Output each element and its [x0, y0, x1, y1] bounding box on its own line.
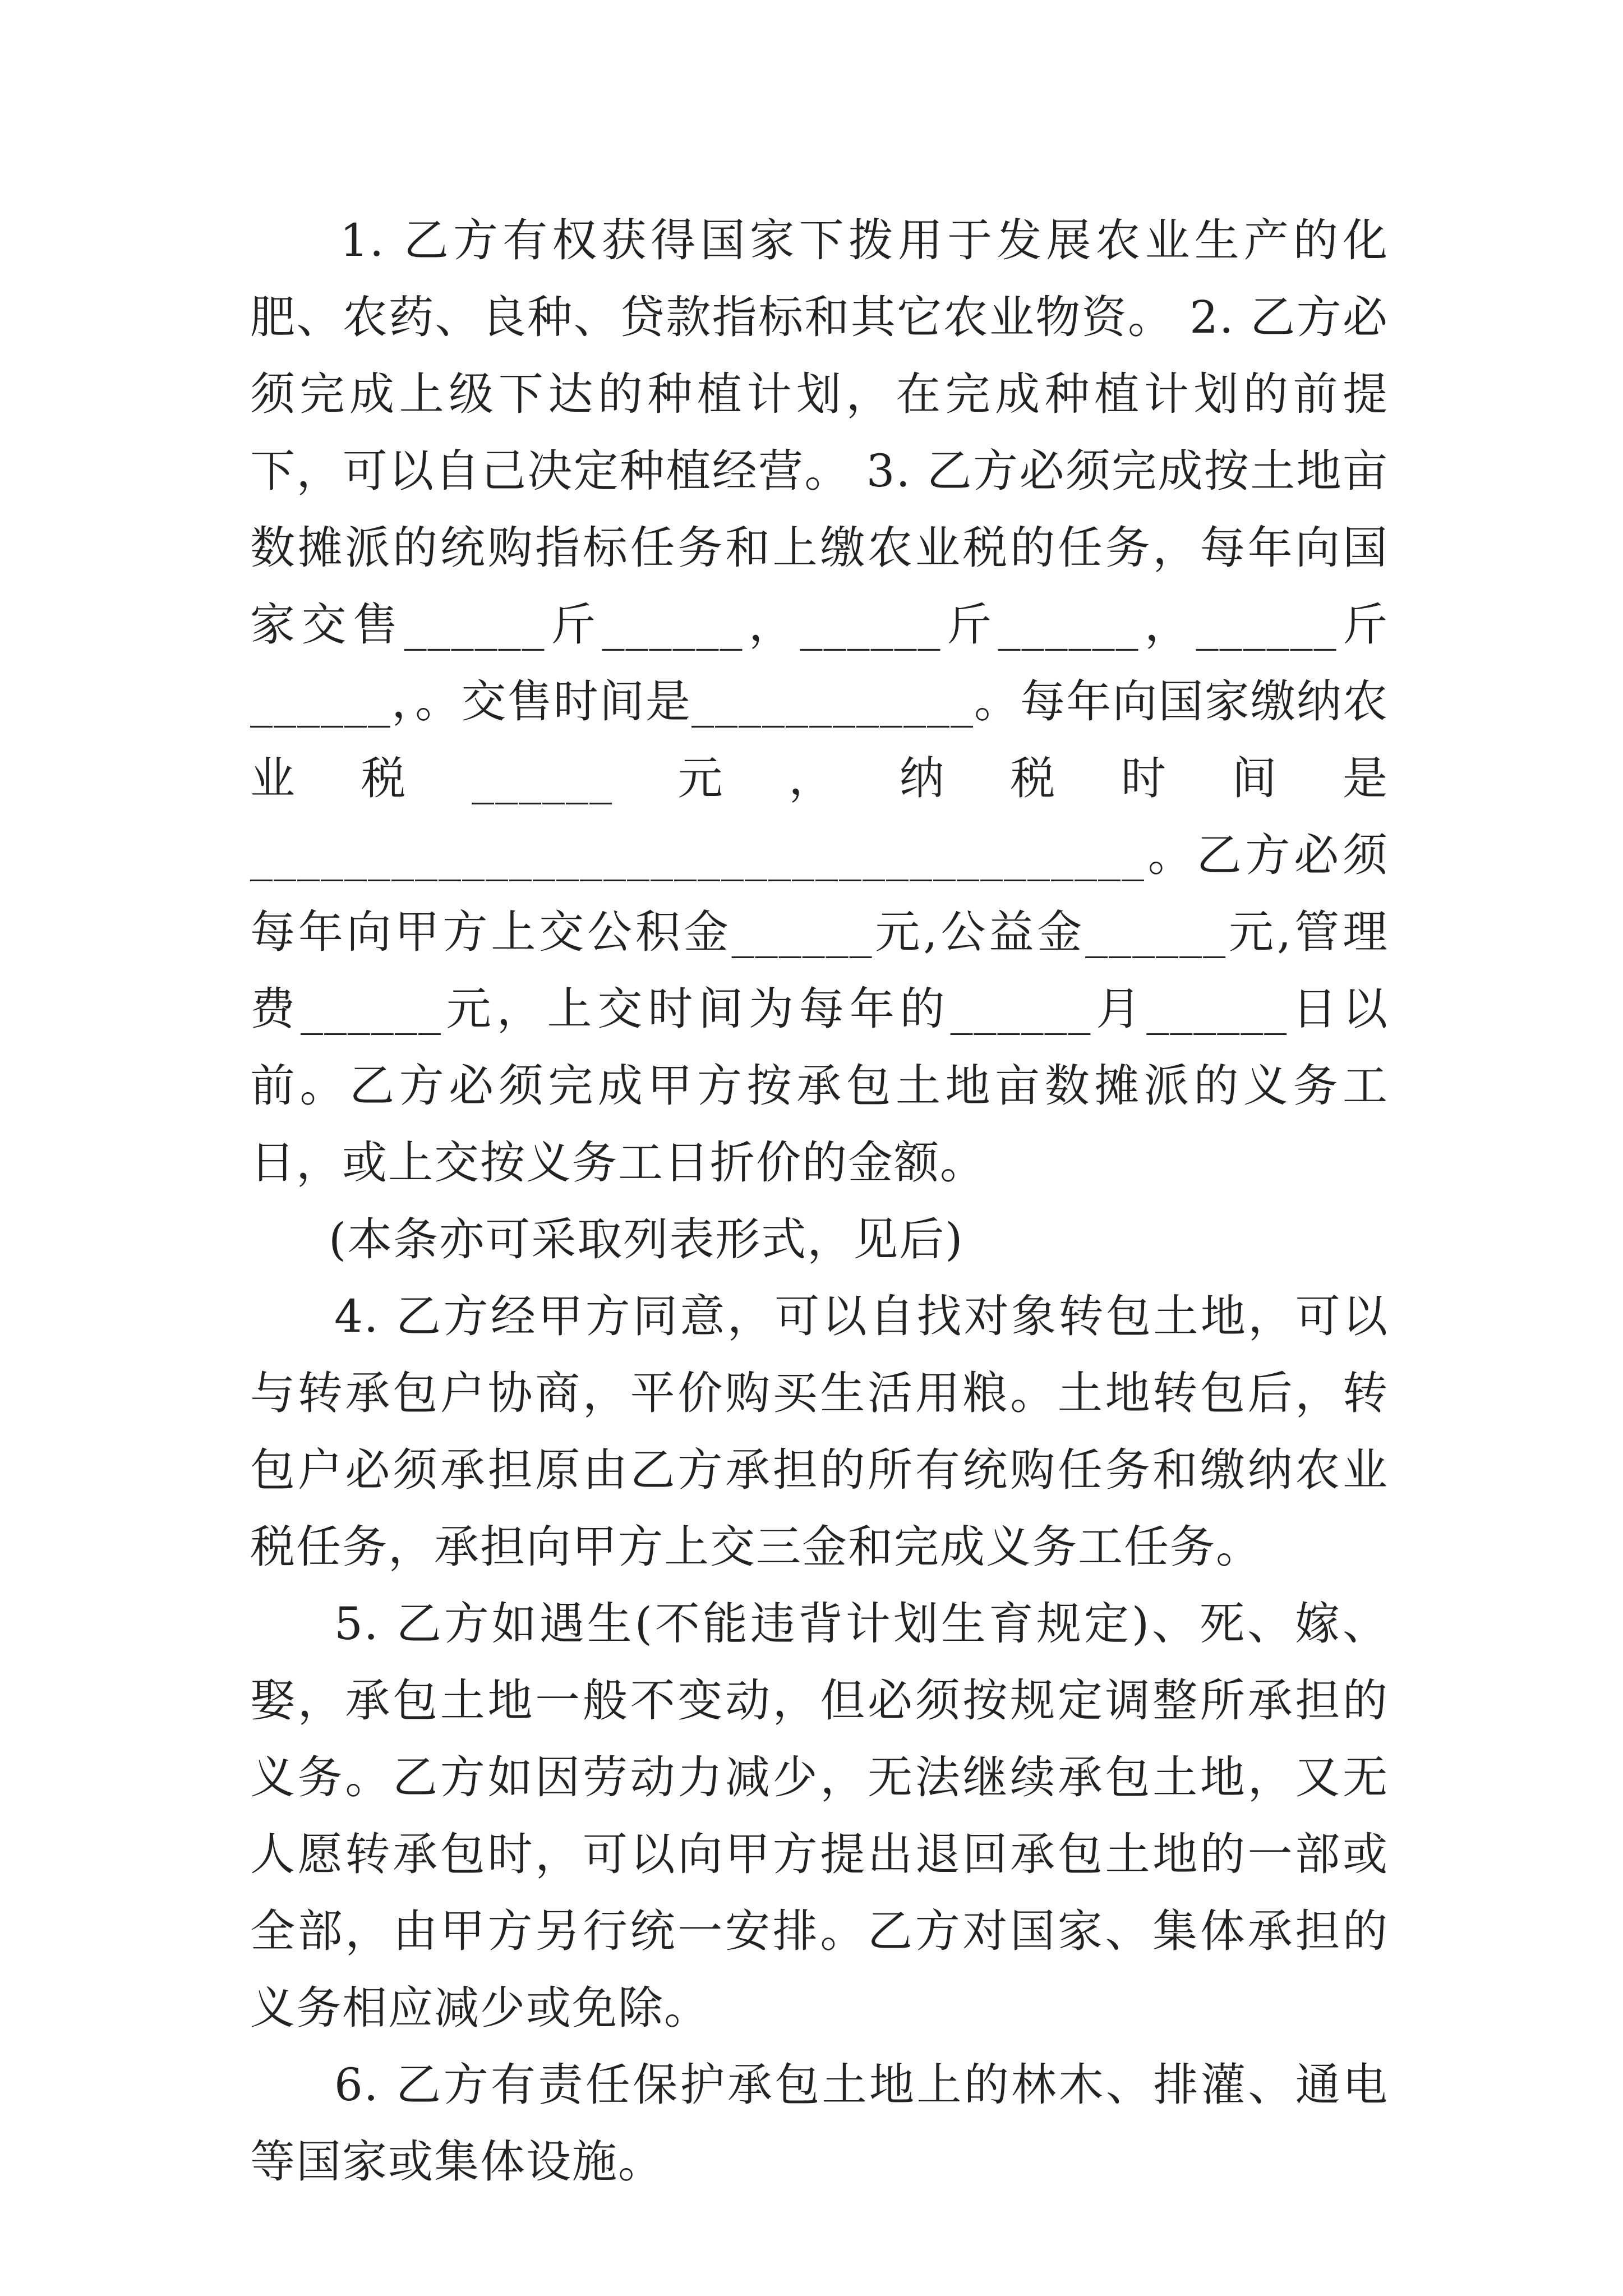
paragraph-clause-5: 5. 乙方如遇生(不能违背计划生育规定)、死、嫁、娶，承包土地一般不变动，但必须按规定调整所承担的义务。乙方如因劳动力减少，无法继续承包土地，又无人愿转承包时，可以向甲方提出退回承包土地的一部或全部，由甲方另行统一安排。乙方对国家、集体承担的义务相应减少或免除。	[250, 1598, 1389, 2034]
document-body	[250, 202, 1389, 2200]
paragraph-clause-4: 4. 乙方经甲方同意，可以自找对象转包土地，可以与转承包户协商，平价购买生活用粮。土地转包后，转包户必须承担原由乙方承担的所有统购任务和缴纳农业税任务，承担向甲方上交三金和完成义务工任务。	[250, 1290, 1389, 1573]
paragraph-clause-6: 6. 乙方有责任保护承包土地上的林木、排灌、通电等国家或集体设施。	[250, 2059, 1389, 2188]
paragraph-clause-1-3: 1. 乙方有权获得国家下拨用于发展农业生产的化肥、农药、良种、贷款指标和其它农业物资。 2. 乙方必须完成上级下达的种植计划，在完成种植计划的前提下，可以自己决定种植经营。 3. 乙方必须完成按土地亩数摊派的统购指标任务和上缴农业税的任务，每年向国家交售______斤______，______斤______，______斤______，。交售时间是____________。每年向国家缴纳农业税______元，纳税时间是______________________________________。乙方必须每年向甲方上交公积金______元,公益金______元,管理费______元，上交时间为每年的______月______日以前。乙方必须完成甲方按承包土地亩数摊派的义务工日，或上交按义务工日折价的金额。	[250, 214, 1389, 1189]
paragraph-note: (本条亦可采取列表形式，见后)	[329, 1213, 964, 1266]
